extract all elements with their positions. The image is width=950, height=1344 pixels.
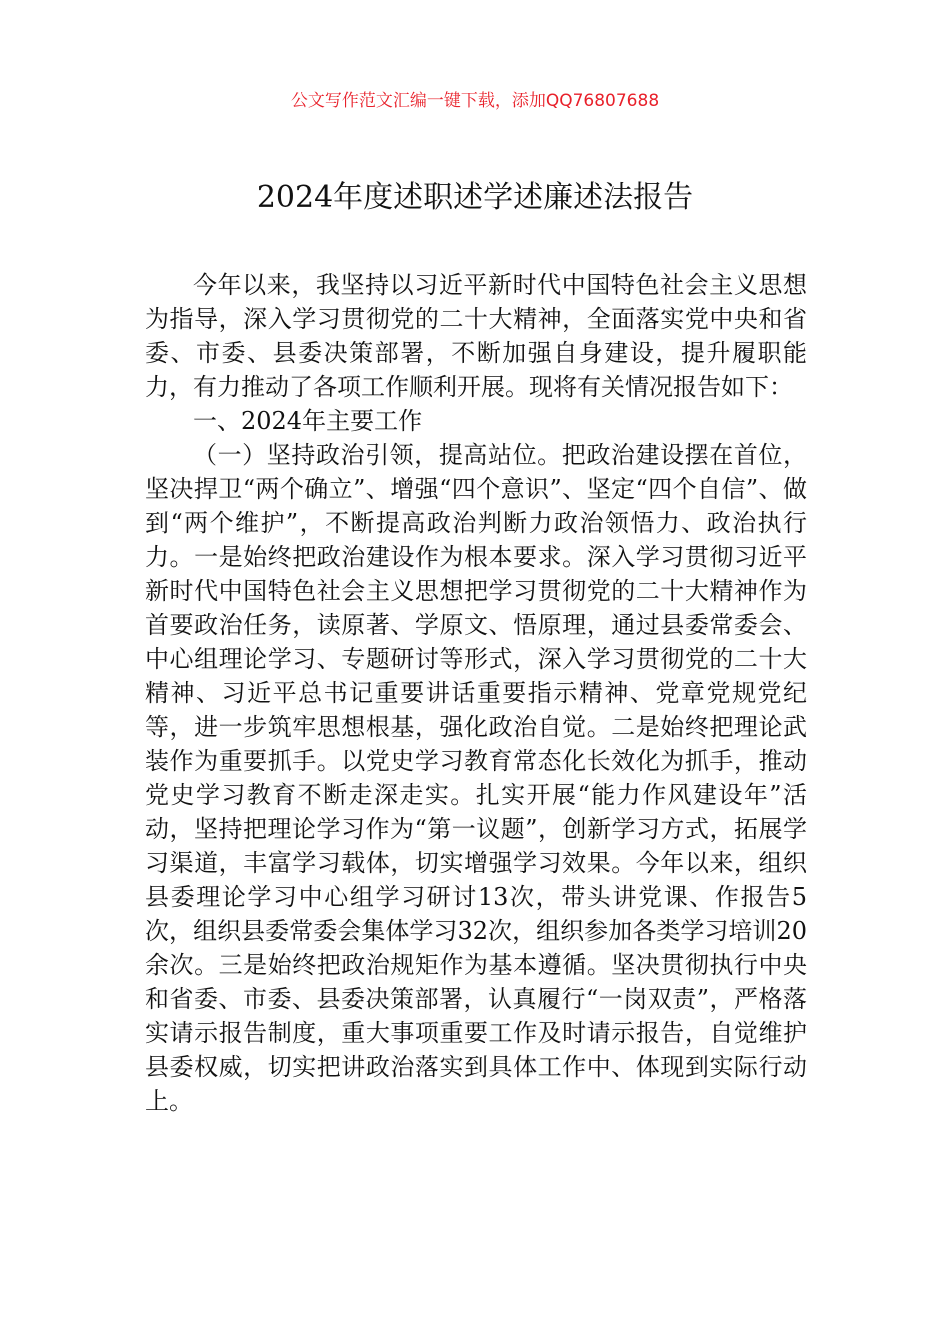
document-body (145, 268, 807, 1118)
download-banner: 公文写作范文汇编一键下载，添加QQ76807688 (290, 91, 660, 111)
body-paragraph: （一）坚持政治引领，提高站位。把政治建设摆在首位，坚决捍卫“两个确立”、增强“四个意识”、坚定“四个自信”、做到“两个维护”，不断提高政治判断力政治领悟力、政治执行力。一是始终把政治建设作为根本要求。深入学习贯彻习近平新时代中国特色社会主义思想把学习贯彻党的二十大精神作为首要政治任务，读原著、学原文、悟原理，通过县委常委会、中心组理论学习、专题研讨等形式，深入学习贯彻党的二十大精神、习近平总书记重要讲话重要指示精神、党章党规党纪等，进一步筑牢思想根基，强化政治自觉。二是始终把理论武装作为重要抓手。以党史学习教育常态化长效化为抓手，推动党史学习教育不断走深走实。扎实开展“能力作风建设年”活动，坚持把理论学习作为“第一议题”，创新学习方式，拓展学习渠道，丰富学习载体，切实增强学习效果。今年以来，组织县委理论学习中心组学习研讨13次，带头讲党课、作报告5次，组织县委常委会集体学习32次，组织参加各类学习培训20余次。三是始终把政治规矩作为基本遵循。坚决贯彻执行中央和省委、市委、县委决策部署，认真履行“一岗双责”，严格落实请示报告制度，重大事项重要工作及时请示报告，自觉维护县委权威，切实把讲政治落实到具体工作中、体现到实际行动上。 (145, 441, 807, 1115)
document-title: 2024年度述职述学述廉述法报告 (256, 180, 694, 215)
section-heading: 一、2024年主要工作 (193, 407, 423, 435)
intro-paragraph: 今年以来，我坚持以习近平新时代中国特色社会主义思想为指导，深入学习贯彻党的二十大精神，全面落实党中央和省委、市委、县委决策部署，不断加强自身建设，提升履职能力，有力推动了各项工作顺利开展。现将有关情况报告如下： (145, 271, 807, 401)
